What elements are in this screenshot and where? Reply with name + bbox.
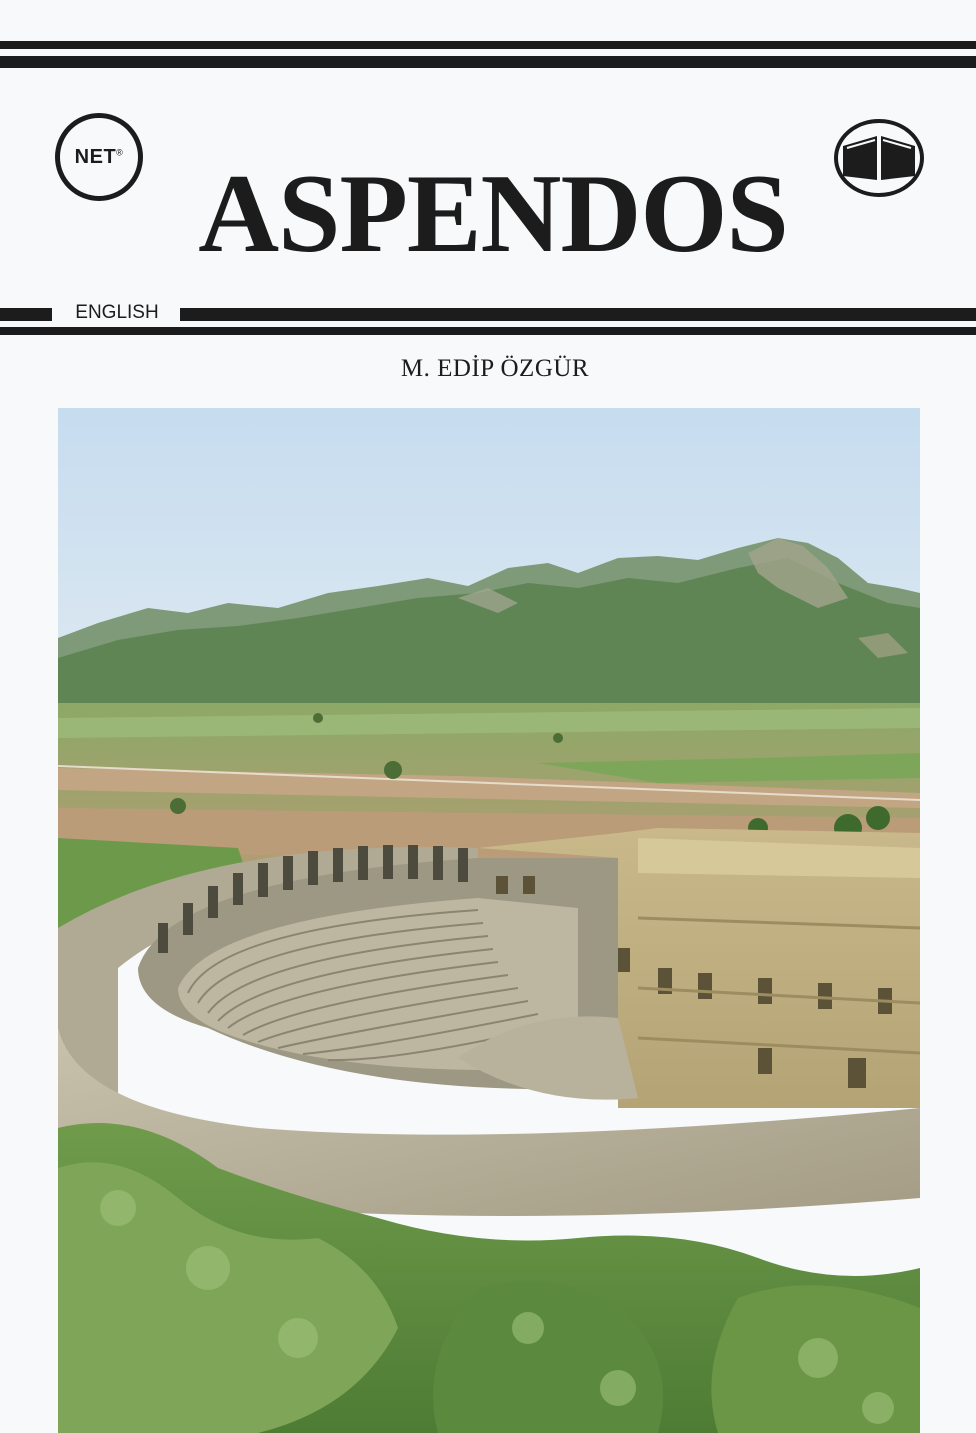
language-rule-left [0,308,52,321]
language-rule-right [180,308,976,321]
bottom-rule-thin [0,327,976,335]
language-label: ENGLISH [75,302,159,323]
author-name: M. EDİP ÖZGÜR [400,355,590,382]
cover-title: ASPENDOS [198,152,788,276]
top-rule-thin [0,41,976,49]
top-rule-thick [0,56,976,68]
net-logo-text: NET® [74,145,124,168]
amphitheatre-photo [58,408,920,1433]
